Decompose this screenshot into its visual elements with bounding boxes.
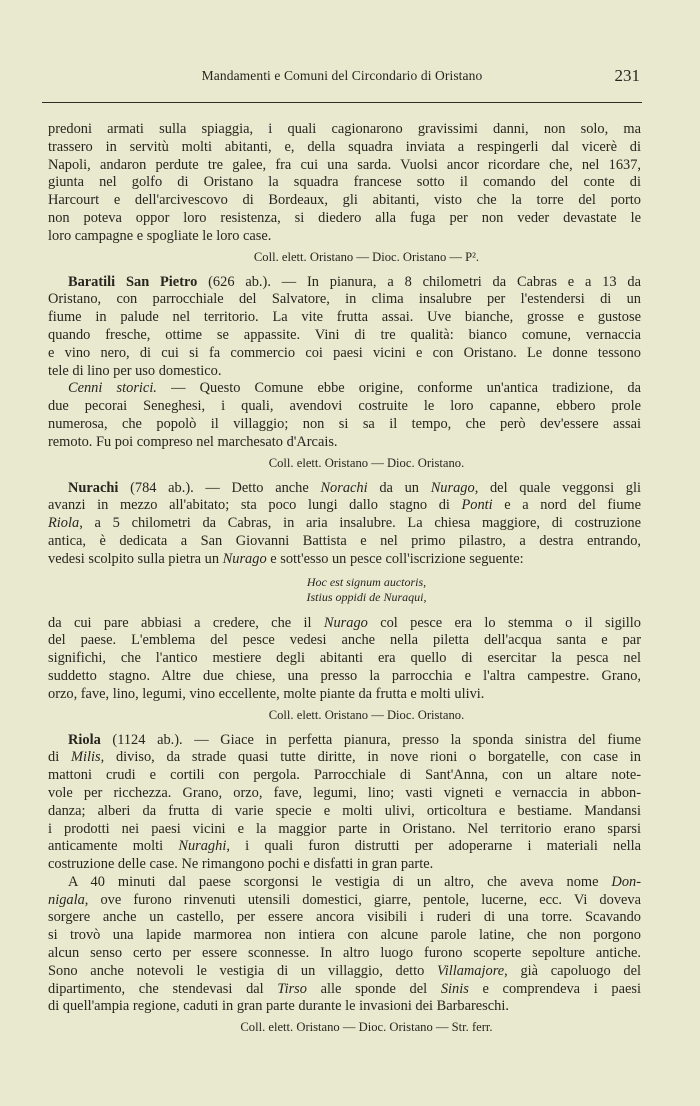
page-body [48, 121, 641, 1044]
text-line: Napoli, andaron perdute tre galee, fra cui una sarda. Vuolsi ancor ricordare che, nel 1637, [48, 156, 641, 173]
inscription-line: Hoc est signum auctoris, [306, 574, 427, 589]
italic-term: Ponti [461, 497, 493, 514]
section-caption: Coll. elett. Oristano — Dioc. Oristano — Str. ferr. [240, 1020, 493, 1035]
text-line: A 40 minuti dal paese scorgonsi le vestigia di un altro, che aveva nome Don- [68, 873, 641, 890]
text-line: vole per ricchezza. Grano, orzo, fave, legumi, lino; vasti vigneti e vernaccia in abbon- [48, 784, 641, 801]
italic-term: nigala [48, 891, 85, 908]
inscription-line: Istius oppidi de Nuraqui, [306, 589, 427, 604]
italic-term: Milis [70, 749, 101, 766]
italic-term: Cenni storici. [68, 380, 157, 397]
text-line: Riola (1124 ab.). — Giace in perfetta pianura, presso la sponda sinistra del fiume [68, 731, 641, 748]
text-line: mattoni crudi e cortili con pergola. Parrocchiale di Sant'Anna, con un altare note- [48, 767, 641, 784]
text-line: quando fresche, ottime se appassite. Vini di tre qualità: bianco comune, vernaccia [48, 326, 641, 343]
paragraph [48, 480, 641, 569]
text-line: e vino nero, di cui si fa commercio coi paesi vicini e con Oristano. Le donne tessono [48, 344, 641, 361]
page-number: 231 [614, 66, 640, 85]
text-line: del paese. L'emblema del pesce vedesi anche nella piletta dell'acqua santa e par [48, 632, 641, 649]
header-rule [42, 102, 642, 103]
text-line: remoto. Fu poi compreso nel marchesato d'Arcais. [48, 433, 338, 450]
text-line: vedesi scolpito sulla pietra un Nurago e sott'esso un pesce coll'iscrizione seguente: [48, 550, 524, 567]
text-line: non poteva oppor loro resistenza, si diedero alla fuga per non veder devastate le [48, 209, 641, 226]
text-line: Cenni storici. — Questo Comune ebbe origine, conforme un'antica tradizione, da [68, 380, 641, 397]
paragraph [48, 874, 641, 1016]
italic-term: Nurago [430, 479, 475, 496]
italic-term: Sinis [440, 980, 469, 997]
inscription [48, 575, 641, 605]
running-header [42, 66, 642, 92]
text-line: fiume in palude nel territorio. La vite frutta assai. Uve bianche, grosse e gustose [48, 309, 641, 326]
paragraph [48, 274, 641, 381]
text-line: dipartimento, che stendevasi dal Tirso alle sponde del Sinis e comprendeva i paesi [48, 980, 641, 997]
text-line: antica, è dedicata a San Giovanni Battista e nel primo pilastro, a destra entrando, [48, 532, 641, 549]
italic-term: Nurago [323, 614, 368, 631]
text-line: anticamente molti Nuraghi, i quali furon distrutti per adoperarne i materiali nella [48, 838, 642, 855]
text-line: costruzione delle case. Ne rimangono pochi e disfatti in gran parte. [48, 856, 434, 873]
italic-term: Nurago [222, 550, 267, 567]
text-line: di quell'ampia regione, caduti in gran parte durante le invasioni dei Barbareschi. [48, 998, 509, 1015]
text-line: Baratili San Pietro (626 ab.). — In pianura, a 8 chilometri da Cabras e a 13 da [68, 273, 641, 290]
entry-heading: Riola [68, 731, 101, 748]
text-line: avanzi in mezzo all'abitato; sta poco lungi dallo stagno di Ponti e a nord del fiume [48, 497, 641, 514]
text-line: Riola, a 5 chilometri da Cabras, in aria insalubre. La chiesa maggiore, di costruzione [48, 515, 641, 532]
section-caption: Coll. elett. Oristano — Dioc. Oristano — P². [253, 249, 480, 264]
text-line: sorgere anche un castello, per essere ancora visibili i ruderi di una torre. Scavando [48, 909, 641, 926]
section-caption: Coll. elett. Oristano — Dioc. Oristano. [268, 707, 465, 722]
text-line: di Milis, diviso, da strade quasi tutte diritte, in nove rioni o borgatelle, con case in [48, 749, 641, 766]
text-line: trassero in servitù molti abitanti, e, della squadra inviata a respingerli dal vicerè di [48, 138, 641, 155]
italic-term: Villamajore [437, 962, 505, 979]
italic-term: Norachi [320, 479, 368, 496]
paragraph [48, 380, 641, 451]
italic-term: Don- [611, 873, 641, 890]
paragraph [48, 615, 641, 704]
text-line: significhi, che l'antico mestiere degli abitanti era quello di esercitar la pesca nel [48, 650, 641, 667]
text-line: suddetto stagno. Altre due chiese, una presso la parrocchia e l'altra campestre. Grano, [48, 667, 641, 684]
section-caption: Coll. elett. Oristano — Dioc. Oristano. [268, 455, 465, 470]
text-line: Oristano, con parrocchiale del Salvatore, in clima insalubre per l'estendersi di un [48, 291, 641, 308]
text-line: numerosa, che popolò il villaggio; non si sa il tempo, che però dev'essere assai [48, 415, 641, 432]
text-line: Nurachi (784 ab.). — Detto anche Norachi da un Nurago, del quale veggonsi gli [68, 479, 641, 496]
text-line: loro campagne e spogliate le loro case. [48, 227, 272, 244]
text-line: si trovò una lapide marmorea non intiera con alcune parole latine, che non porgono [48, 927, 641, 944]
text-line: da cui pare abbiasi a credere, che il Nurago col pesce era lo stemma o il sigillo [48, 614, 641, 631]
paragraph [48, 121, 641, 246]
italic-term: Tirso [277, 980, 307, 997]
text-line: danza; alberi da frutta di varie specie e molti ulivi, orticoltura e bestiame. Mandansi [48, 802, 641, 819]
text-line: giunta nel golfo di Oristano la squadra francese sotto il comando del conte di [48, 174, 641, 191]
text-line: Harcourt e dell'arcivescovo di Bordeaux, gli abitanti, visto che la torre del porto [48, 192, 641, 209]
text-line: orzo, fave, lino, legumi, vino eccellente, molte piante da frutta e molti ulivi. [48, 685, 485, 702]
text-line: predoni armati sulla spiaggia, i quali cagionarono gravissimi danni, non solo, ma [48, 121, 641, 137]
text-line: due pecorai Seneghesi, i quali, avendovi costruite le loro capanne, ebbero prole [48, 398, 641, 415]
text-line: Sono anche notevoli le vestigia di un villaggio, detto Villamajore, già capoluogo del [48, 962, 642, 979]
running-title: Mandamenti e Comuni del Circondario di Oristano [201, 68, 483, 83]
text-line: i prodotti nei paesi vicini e la maggior parte in Oristano. Nel territorio erano sparsi [48, 820, 641, 837]
entry-heading: Nurachi [68, 479, 119, 496]
paragraph [48, 732, 641, 874]
text-line: nigala, ove furono rinvenuti utensili domestici, giarre, pentole, lucerne, ecc. Vi doveva [48, 891, 641, 908]
entry-heading: Baratili San Pietro [68, 273, 198, 290]
italic-term: Riola [48, 515, 80, 532]
text-line: alcun senso certo per essere sconnesse. In altro luogo furono scoperte sepolture antiche. [48, 945, 641, 962]
italic-term: Nuraghi [178, 838, 227, 855]
text-line: tele di lino per uso domestico. [48, 362, 222, 379]
